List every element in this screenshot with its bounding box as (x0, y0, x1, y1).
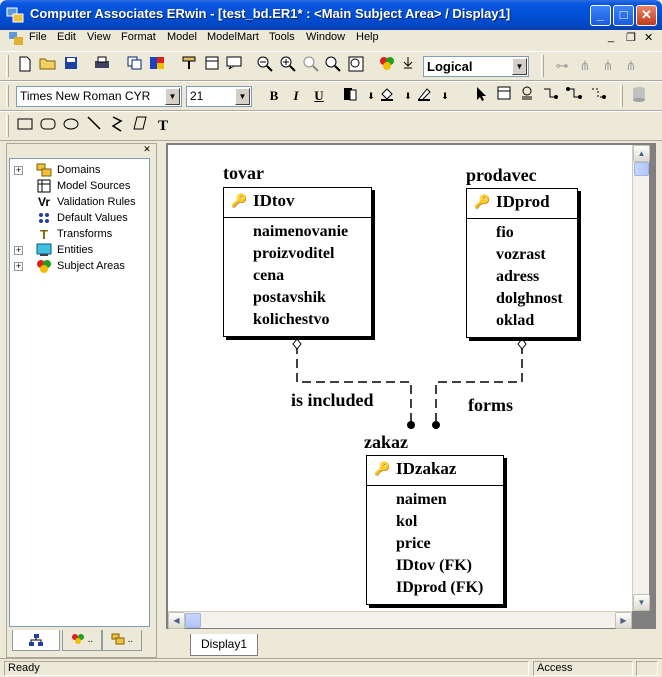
primary-key-area (224, 188, 371, 218)
italic-button[interactable]: I (293, 88, 299, 103)
subject-area-icon[interactable] (376, 56, 398, 77)
expand-icon[interactable]: + (15, 245, 22, 255)
entity-attribute[interactable]: oklad (496, 312, 535, 329)
identifying-relationship-icon[interactable] (539, 86, 561, 107)
drawing-toolbar (0, 111, 662, 141)
menu-edit[interactable]: Edit (57, 31, 76, 43)
rectangle-tool-icon[interactable] (14, 116, 36, 137)
panel-tab-subject-areas[interactable] (62, 630, 102, 651)
entity-attribute[interactable]: dolghnost (496, 290, 563, 307)
entity-name-prodavec[interactable]: prodavec (466, 165, 537, 185)
maximize-button[interactable]: □ (613, 5, 634, 26)
mdi-close-button[interactable]: ✕ (644, 32, 654, 44)
copy-icon[interactable] (124, 56, 146, 77)
arrow-down-icon[interactable] (397, 56, 419, 77)
font-name-value: Times New Roman CYR (20, 89, 151, 103)
entities-icon (36, 243, 52, 258)
scroll-down-icon[interactable]: ▼ (633, 594, 650, 611)
font-name-select[interactable] (16, 86, 182, 107)
color-icon[interactable] (146, 56, 168, 77)
menu-bar (0, 30, 662, 48)
entity-attribute[interactable]: proizvoditel (253, 245, 335, 262)
expand-icon[interactable]: + (15, 165, 22, 175)
expand-icon[interactable]: + (15, 261, 22, 271)
entity-attribute[interactable]: IDtov (FK) (396, 557, 472, 574)
entity-name-tovar[interactable]: tovar (223, 163, 264, 183)
entity-attribute[interactable]: cena (253, 267, 285, 284)
menu-window[interactable]: Window (306, 31, 346, 43)
minimize-button[interactable]: _ (590, 5, 611, 26)
panel-tab-domains[interactable] (102, 630, 142, 651)
tab-display1[interactable]: Display1 (190, 634, 258, 656)
entity-attribute[interactable]: naimenovanie (253, 223, 349, 240)
entity-attribute[interactable]: price (396, 535, 431, 552)
circular-layout-icon[interactable]: ⋔ (625, 58, 637, 73)
tree-item-label: Model Sources (57, 180, 131, 192)
erwin-app-icon[interactable] (6, 6, 24, 24)
dropdown-arrow-icon[interactable]: ▼ (512, 58, 527, 75)
key-icon: 🔑 (374, 461, 391, 476)
line-color-icon[interactable] (413, 86, 435, 107)
entity-prodavec[interactable] (466, 188, 578, 338)
entity-display-icon[interactable] (201, 56, 223, 77)
category-tool-icon[interactable] (516, 86, 538, 107)
relationship-label-forms[interactable]: forms (468, 395, 513, 415)
panel-tab-label: .. (87, 634, 94, 645)
menu-modelmart[interactable]: ModelMart (207, 31, 259, 43)
horizontal-scroll-thumb[interactable] (185, 613, 201, 628)
entity-attribute[interactable]: adress (496, 268, 540, 285)
panel-tab-label: .. (127, 634, 134, 645)
scroll-left-icon[interactable]: ◀ (168, 612, 185, 629)
hierarchy-icon[interactable]: ⋔ (579, 58, 591, 73)
menu-model[interactable]: Model (167, 31, 197, 43)
scroll-right-icon[interactable]: ▶ (615, 612, 632, 629)
many-to-many-relationship-icon[interactable] (563, 86, 585, 107)
ellipse-tool-icon[interactable] (60, 116, 82, 137)
entity-attribute[interactable]: vozrast (496, 246, 546, 263)
print-icon[interactable] (91, 56, 113, 77)
zoom-in-icon[interactable] (277, 56, 299, 77)
tree-item-label: Subject Areas (57, 260, 125, 272)
default-values-icon (36, 211, 52, 226)
key-icon: 🔑 (474, 194, 491, 209)
tree-item-label: Entities (57, 244, 94, 256)
panel-close-button[interactable]: ✕ (143, 144, 151, 154)
pointer-tool-icon[interactable] (470, 86, 492, 107)
domains-icon (36, 163, 52, 178)
entity-attribute[interactable]: kol (396, 513, 418, 530)
standard-toolbar (0, 51, 662, 81)
transforms-icon: T (40, 227, 48, 242)
document-icon[interactable] (8, 31, 24, 46)
tree-item-label: Domains (57, 164, 101, 176)
text-color-icon[interactable] (339, 86, 361, 107)
text-color-dropdown-icon[interactable]: ⬇ (367, 91, 375, 101)
relationship-diamond (293, 339, 301, 349)
validation-rules-icon: Vr (37, 195, 50, 209)
menu-tools[interactable]: Tools (269, 31, 295, 43)
open-folder-icon[interactable] (37, 56, 59, 77)
primary-key-area (467, 189, 577, 219)
relationship-line-is-included (297, 345, 411, 423)
tree-layout-icon[interactable]: ⋔ (602, 58, 614, 73)
horizontal-scrollbar[interactable] (168, 611, 632, 628)
status-text: Ready (4, 661, 529, 676)
font-size-value: 21 (190, 89, 204, 103)
fill-color-icon[interactable] (376, 86, 398, 107)
model-explorer-tree[interactable] (9, 158, 150, 627)
toolbar-grip[interactable] (6, 115, 9, 137)
entity-tovar[interactable] (223, 187, 372, 337)
primary-key-area (367, 456, 503, 486)
status-extra (636, 661, 658, 676)
non-identifying-relationship-icon[interactable] (587, 86, 609, 107)
zoom-page-icon[interactable] (345, 56, 367, 77)
format-painter-icon[interactable] (178, 56, 200, 77)
zoom-actual-icon[interactable] (322, 56, 344, 77)
save-icon[interactable] (60, 56, 82, 77)
polygon-tool-icon[interactable] (129, 116, 151, 137)
format-toolbar (0, 81, 662, 111)
relationship-label-is-included[interactable]: is included (291, 390, 374, 410)
status-bar (0, 658, 662, 677)
entity-attribute[interactable]: kolichestvo (253, 311, 330, 328)
window-title: Computer Associates ERwin - [test_bd.ER1* : <Main Subject Area> / Display1] (30, 6, 511, 21)
status-target-db: Access (533, 661, 633, 676)
title-bar[interactable] (0, 0, 662, 30)
panel-tab-model[interactable] (12, 630, 60, 651)
rounded-rectangle-tool-icon[interactable] (37, 116, 59, 137)
scroll-up-icon[interactable]: ▲ (633, 145, 650, 162)
zoom-fit-icon[interactable] (300, 56, 322, 77)
key-icon: 🔑 (231, 193, 248, 208)
primary-key-attribute[interactable]: IDprod (496, 192, 550, 211)
line-tool-icon[interactable] (83, 116, 105, 137)
dropdown-arrow-icon[interactable]: ▼ (235, 88, 250, 105)
fill-color-dropdown-icon[interactable]: ⬇ (404, 91, 412, 101)
view-level-value: Logical (427, 59, 473, 74)
database-icon[interactable] (628, 86, 650, 107)
entity-attribute[interactable]: fio (496, 224, 514, 241)
comment-icon[interactable] (223, 56, 245, 77)
mdi-restore-button[interactable]: ❐ (626, 32, 636, 44)
zoom-out-icon[interactable] (254, 56, 276, 77)
menu-file[interactable]: File (29, 31, 47, 43)
subject-areas-icon (36, 259, 52, 274)
toolbar-grip[interactable] (6, 55, 9, 77)
line-color-dropdown-icon[interactable]: ⬇ (441, 91, 449, 101)
primary-key-attribute[interactable]: IDtov (253, 191, 295, 210)
close-button[interactable]: ✕ (636, 5, 657, 26)
layout-icon[interactable]: ⊶ (555, 58, 569, 73)
view-level-select[interactable] (423, 56, 529, 77)
entity-name-zakaz[interactable]: zakaz (364, 432, 408, 452)
relationship-diamond (518, 339, 526, 349)
entity-zakaz[interactable] (366, 455, 504, 605)
primary-key-attribute[interactable]: IDzakaz (396, 459, 457, 478)
vertical-scroll-thumb[interactable] (634, 162, 649, 176)
relationship-endpoint (432, 421, 440, 429)
tree-item-label: Transforms (57, 228, 113, 240)
relationship-endpoint (407, 421, 415, 429)
vertical-scrollbar[interactable] (632, 145, 649, 611)
dropdown-arrow-icon[interactable]: ▼ (165, 88, 180, 105)
mdi-minimize-button[interactable]: _ (608, 31, 615, 43)
menu-format[interactable]: Format (121, 31, 156, 43)
bold-button[interactable]: B (269, 88, 279, 103)
entity-attribute[interactable]: postavshik (253, 289, 326, 306)
menu-view[interactable]: View (87, 31, 111, 43)
model-sources-icon (36, 179, 52, 194)
entity-tool-icon[interactable] (493, 86, 515, 107)
new-file-icon[interactable] (14, 56, 36, 77)
toolbar-grip[interactable] (541, 55, 544, 77)
text-tool-icon[interactable]: T (157, 118, 168, 134)
toolbar-grip[interactable] (6, 85, 9, 107)
tree-item-label: Validation Rules (57, 196, 136, 208)
polyline-tool-icon[interactable] (106, 116, 128, 137)
font-size-select[interactable] (186, 86, 252, 107)
entity-attribute[interactable]: naimen (396, 491, 447, 508)
entity-attribute[interactable]: IDprod (FK) (396, 579, 484, 596)
toolbar-grip[interactable] (620, 85, 623, 107)
underline-button[interactable]: U (314, 88, 324, 103)
tree-item-label: Default Values (57, 212, 128, 224)
menu-help[interactable]: Help (356, 31, 379, 43)
diagram-canvas[interactable] (168, 145, 632, 611)
